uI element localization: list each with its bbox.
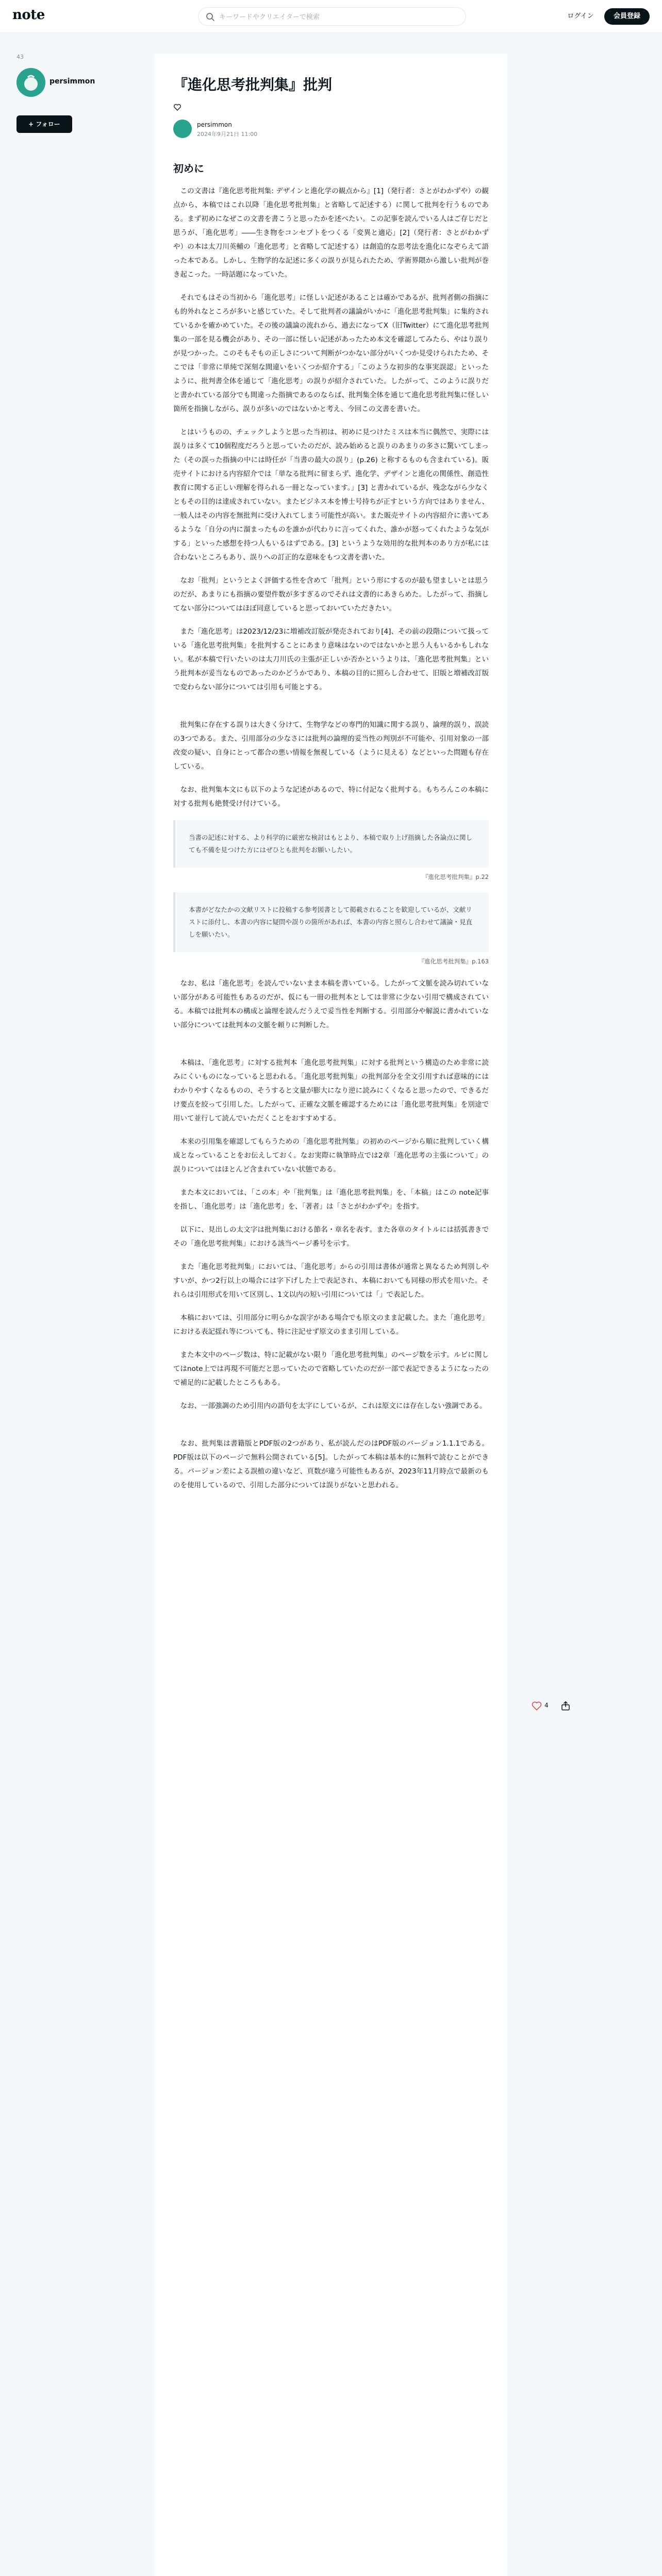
follower-count: 43 [16,54,24,60]
quote-citation: 『進化思考批判集』p.163 [418,958,489,965]
blockquote: 当書の記述に対する、より科学的に厳密な検討はもとより、本稿で取り上げ指摘した各論点に関しても不備を見つけた方にはぜひとも批判をお願いしたい。 [173,820,489,868]
paragraph: 本稿は、「進化思考」に対する批判本「進化思考批判集」に対する批判という構造のため非常に読みにくいものになっていると思われる。「進化思考批判集」の批判部分を全文引用すれば意味的にはわかりやすくなるものの、そうすると文量が膨大になり逆に読みにくくなると思ったので、できるだけ要点を絞って引用した。したがって、正確な文脈を確認するためには「進化思考批判集」を別途で用いて並行して読んでいただくことをおすすめする。 [173,1059,489,1123]
like-heart-icon[interactable] [531,1700,542,1711]
persimmon-avatar-icon [16,68,45,97]
paragraph: なお、批判集本文にも以下のような記述があるので、特に付記なく批判する。もちろんこの本稿に対する批判も絶賛受け付けている。 [173,786,489,808]
author-avatar[interactable] [173,120,192,138]
follow-button[interactable]: + フォロー [16,115,72,133]
sidebar-creator[interactable] [16,68,109,97]
login-button[interactable]: ログイン [563,8,598,25]
paragraph: また「進化思考」は2023/12/23に増補改訂版が発売されており[4]、その前の段階について扱っている「進化思考批判集」を批判することにあまり意味はないのではないかと思う人もいるかもしれない。私が本稿で行いたいのは太刀川氏の主張が正しいか否かというよりは、「進化思考批判集」という批判本が妥当なものであったのかどうかであり、本稿の目的に照らし合わせて、旧版と増補改訂版で変わらない部分については引用も可能とする。 [173,628,489,691]
paragraph: また本文中のページ数は、特に記載がない限り「進化思考批判集」のページ数を示す。ルビに関してはnote上では再現不可能だと思っていたので省略していたのだが一部で表記できるようになったので補足的に記載したところもある。 [173,1351,489,1387]
search-box[interactable] [198,7,466,26]
creator-name[interactable]: persimmon [49,77,95,86]
like-count: 4 [544,1702,549,1709]
paragraph: 批判集に存在する誤りは大きく分けて、生物学などの専門的知識に関する誤り、論理的誤り、誤読の3つである。また、引用部分の少なさには批判の論理的妥当性の判別が不可能や、引用対象の一部改変の疑い、自身にとって都合の悪い情報を無視している（ように見える）などといった問題も存在している。 [173,721,489,771]
note-logo[interactable]: note [12,7,45,23]
paragraph: また「進化思考批判集」においては、「進化思考」からの引用は書体が通常と異なるため判別しやすいが、かつ2行以上の場合には字下げした上で表記され、本稿においても同様の形式を用いた。それらは引用形式を用いて区別し、1文以内の短い引用については「」で表記した。 [173,1263,489,1299]
share-icon[interactable] [560,1700,571,1711]
blockquote: 本書がどなたかの文献リストに投稿する参考図書として掲載されることを歓迎しているが、文献リストに添付し、本書の内容に疑問や誤りの箇所があれば、本書の内容と照らし合わせて議論・見直しを願いたい。 [173,892,489,952]
heart-icon[interactable] [173,103,181,111]
paragraph: なお、一部強調のため引用内の語句を太字にしているが、これは原文には存在しない強調である。 [180,1402,487,1410]
paragraph: なお「批判」というとよく評価する性を含めて「批判」という形にするのが最も望ましいとは思うのだが、あまりにも指摘の要望件数が多すぎるのでそれは文書的にあきらめた。したがって、指摘してない部分についてはほぼ同意していると思っておいていただきたい。 [173,577,489,613]
publish-date: 2024年9月21日 11:00 [197,131,258,138]
section-heading: 初めに [173,162,204,175]
paragraph: 以下に、見出しの太文字は批判集における節名・章名を表す。また各章のタイトルには括弧書きでその「進化思考批判集」における該当ページ番号を示す。 [173,1226,489,1248]
paragraph: 本来の引用集を確認してもらうための「進化思考批判集」の初めのページから順に批判していく構成となっていることをお伝えしておく。なお実際に執筆時点では2章「進化思考の主張について」の誤りについてはほとんど含まれていない状態である。 [173,1138,489,1174]
article-author[interactable] [173,120,379,140]
global-header [0,0,662,33]
article-title: 『進化思考批判集』批判 [173,76,333,93]
article-card [155,54,507,2576]
quote-citation: 『進化思考批判集』p.22 [422,873,489,880]
paragraph: とはいうものの、チェックしようと思った当初は、初めに見つけたミスは本当に偶然で、実際には誤りは多くて10個程度だろうと思っていたのだが、読み始めると誤りのあまりの多さに驚いてしまった（その誤った指摘の中には時任が「当書の最大の誤り」(p.26) と称するものも含まれている)。販売サイトにおける内容紹介では「単なる批判に留まらず、進化学、デザインと進化の関係性、創造性教育に関する正しい理解を得られる一冊となっています。」[3] と書かれているが、残念ながら少なくともその目的は達成されていない。またビジネス本を博士号持ちが正すという方向ではありません、一般人はその内容を無批判に受け入れてしまう可能性が高い。また販売サイトの内容紹介に書いてあるような「自分の内に溜まったものを誰かが代わりに言ってくれた、誰かが怒ってくれたような気がする」といった感想を持つ人もいるはずである。[3] というような効用的な批判本のあり方が私には合わないところもあり、誤りへの訂正的な意味をもつ文書を書いた。 [173,428,489,562]
paragraph: この文書は『進化思考批判集: デザインと進化学の観点から』[1]（発行者：さとがわかずや）の観点から、本稿ではこれ以降「進化思考批判集」と省略して記述する）に関して批判を行うものである。まず初めになぜこの文書を書こうと思ったかを述べたい。この記事を読んでいる人はご存じだと思うが、「進化思考」――生き物をコンセプトをつくる「変異と適応」[2]（発行者：さとがわかずや）の本は太刀川英輔の「進化思考」と省略して記述する）は創造的な思考法を進化になぞらえて語った本である。しかし、生物学的な記述に多くの誤りが見られたため、学術界隈から激しい批判が巻き起こった。一時話題になっていた。 [173,187,489,279]
author-name[interactable]: persimmon [197,121,232,128]
search-input[interactable] [219,11,456,23]
signup-button[interactable]: 会員登録 [604,8,650,25]
paragraph: それでもはその当初から「進化思考」に怪しい記述があることは確かであるが、批判者側の指摘にも的外れなところが多いと感じていた。そして批判者の議論がいかに「進化思考批判集」に集約されているかを確かめていた。その後の議論の流れから、過去になってX（旧Twitter）にて進化思考批判集の一部を見る機会があり、その一部に怪しい記述があったため本文を確認してみたら、やはり誤りが見つかった。このそもそもの正しさについて判断がつかない部分がいくつか見受けられたため、そこでは「非常に単純で深刻な間違いをいくつか紹介する」「このような初歩的な事実誤認」といったように、批判書全体を通じて「進化思考」の誤りが紹介されていた。したがって、このように誤りだと書かれている部分でも間違った指摘であるのならば、批判集全体を通じて進化思考批判集に怪しい箇所を指摘しながら、誤りが多いのではないかと考え、今回この文書を書いた。 [173,294,489,413]
avatar[interactable] [16,68,45,97]
paragraph: 本稿においては、引用部分に明らかな誤字がある場合でも原文のまま記載した。また「進化思考」における表記揺れ等についても、特に注記せず原文のまま引用している。 [173,1314,489,1336]
paragraph: なお、私は「進化思考」を読んでいないまま本稿を書いている。したがって文脈を読み切れていない部分がある可能性もあるのだが、仮にも一冊の批判本としては非常に少ない引用で構成されている。本稿では批判本の構成と論理を読んだうえで妥当性を判断する。引用部分や解説に書かれていない部分については批判本の文脈を頼りに判断した。 [173,979,489,1029]
floating-actions [531,1700,572,1713]
article-body [173,157,489,1502]
paragraph: なお、批判集は書籍版とPDF版の2つがあり、私が読んだのはPDF版のバージョン1.1.1である。PDF版は以下のページで無料公開されている[5]。したがって本稿は基本的に無料で読むことができる。バージョン差による誤植の違いなど、頁数が違う可能性もあるが、2023年11月時点で最新のものを使用しているので、引用した部分については誤りがないと思われる。 [173,1439,489,1489]
paragraph: また本文においては、「この本」や「批判集」は「進化思考批判集」を、「本稿」はこの note記事を指し、「進化思考」は「進化思考」を、「著者」は「さとがわかずや」を指す。 [173,1189,489,1211]
sidebar [16,54,95,128]
search-icon [206,12,215,22]
